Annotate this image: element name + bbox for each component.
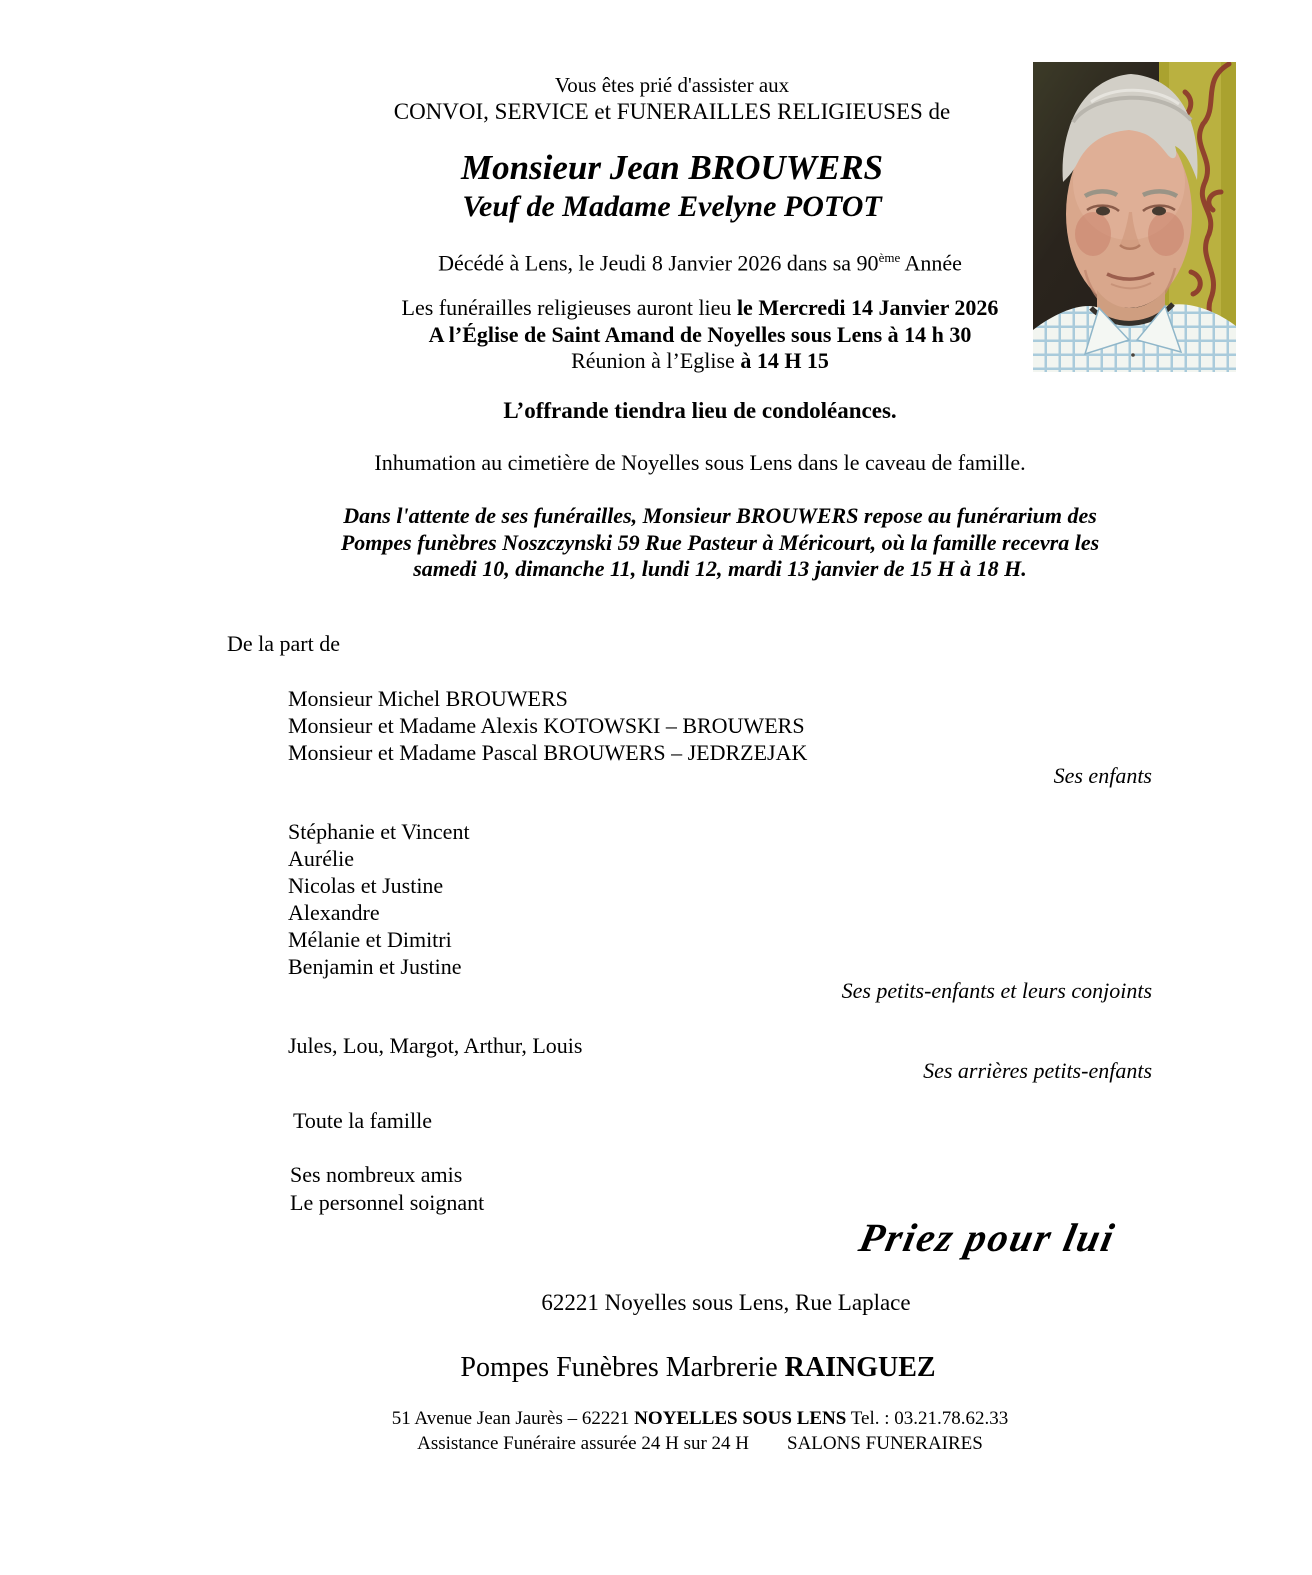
funeral-home-name-bold: RAINGUEZ (784, 1352, 936, 1383)
children-label: Ses enfants (1053, 763, 1152, 788)
funeral-line3 (150, 348, 1250, 375)
funeral-home-services-line (150, 1431, 1250, 1456)
death-notice-line (150, 250, 1250, 276)
funeral-home-name (148, 1352, 1248, 1384)
grandchildren-item: Benjamin et Justine (288, 954, 462, 979)
funeral-home-address-bold: NOYELLES SOUS LENS (634, 1408, 847, 1429)
children-item: Monsieur et Madame Pascal BROUWERS – JEDRZEJAK (288, 740, 808, 765)
burial-line: Inhumation au cimetière de Noyelles sous Lens dans le caveau de famille. (374, 450, 1026, 475)
grandchildren-label: Ses petits-enfants et leurs conjoints (841, 978, 1152, 1003)
prayer-line-wrap (150, 1213, 1120, 1263)
caregivers-line: Le personnel soignant (290, 1190, 485, 1215)
offering-line: L’offrande tiendra lieu de condoléances. (503, 398, 897, 423)
whole-family-line: Toute la famille (293, 1108, 432, 1133)
grandchildren-item: Aurélie (288, 846, 354, 871)
funeral-home-phone: Tel. : 03.21.78.62.33 (846, 1408, 1009, 1429)
grandchildren-item: Nicolas et Justine (288, 873, 444, 898)
funeral-line1-regular: Les funérailles religieuses auront lieu (401, 295, 737, 320)
deceased-name: Monsieur Jean BROUWERS (460, 148, 884, 187)
repose-line1: Dans l'attente de ses funérailles, Monsieur BROUWERS repose au funérarium des (343, 503, 1097, 528)
invitation-line2: CONVOI, SERVICE et FUNERAILLES RELIGIEUSES de (393, 99, 951, 124)
children-list (288, 685, 807, 766)
friends-caregivers (290, 1161, 484, 1217)
family-intro: De la part de (227, 631, 340, 656)
assistance-text: Assistance Funéraire assurée 24 H sur 24 H (417, 1433, 750, 1454)
great-grandchildren-list: Jules, Lou, Margot, Arthur, Louis (288, 1033, 583, 1058)
deceased-subtitle: Veuf de Madame Evelyne POTOT (462, 190, 882, 223)
repose-paragraph (170, 503, 1270, 583)
death-age-superscript: ème (878, 250, 901, 265)
salons-text: SALONS FUNERAIRES (787, 1433, 983, 1454)
funeral-home-address-regular: 51 Avenue Jean Jaurès – 62221 (391, 1408, 635, 1429)
funeral-line1-bold: le Mercredi 14 Janvier 2026 (736, 295, 999, 320)
funeral-line3-bold: à 14 H 15 (740, 348, 829, 373)
great-grandchildren-label: Ses arrières petits-enfants (923, 1058, 1152, 1083)
funeral-line2 (150, 322, 1250, 349)
funeral-home-name-regular: Pompes Funèbres Marbrerie (460, 1352, 785, 1383)
children-item: Monsieur Michel BROUWERS (288, 686, 568, 711)
funeral-line3-regular: Réunion à l’Eglise (571, 348, 741, 373)
funeral-home-footer (150, 1406, 1250, 1456)
grandchildren-item: Alexandre (288, 900, 380, 925)
funeral-line2-bold: A l’Église de Saint Amand de Noyelles sous Lens à 14 h 30 (428, 321, 972, 347)
invitation-line1: Vous êtes prié d'assister aux (554, 73, 790, 97)
prayer-line: Priez pour lui (855, 1215, 1120, 1260)
funeral-line1 (150, 295, 1250, 322)
grandchildren-list (288, 818, 470, 980)
death-text-suffix: Année (900, 250, 962, 276)
invitation-header (122, 72, 1222, 225)
grandchildren-item: Mélanie et Dimitri (288, 927, 452, 952)
funeral-home-address-line (150, 1406, 1250, 1431)
repose-line3: samedi 10, dimanche 11, lundi 12, mardi 13 janvier de 15 H à 18 H. (413, 556, 1027, 581)
friends-line: Ses nombreux amis (290, 1162, 463, 1187)
funeral-details (150, 295, 1250, 375)
repose-line2: Pompes funèbres Noszczynski 59 Rue Pasteur à Méricourt, où la famille recevra les (340, 529, 1100, 555)
children-item: Monsieur et Madame Alexis KOTOWSKI – BROUWERS (288, 713, 805, 738)
grandchildren-item: Stéphanie et Vincent (288, 819, 470, 844)
death-text: Décédé à Lens, le Jeudi 8 Janvier 2026 dans sa 90 (438, 250, 879, 276)
ceremony-address: 62221 Noyelles sous Lens, Rue Laplace (541, 1290, 911, 1315)
